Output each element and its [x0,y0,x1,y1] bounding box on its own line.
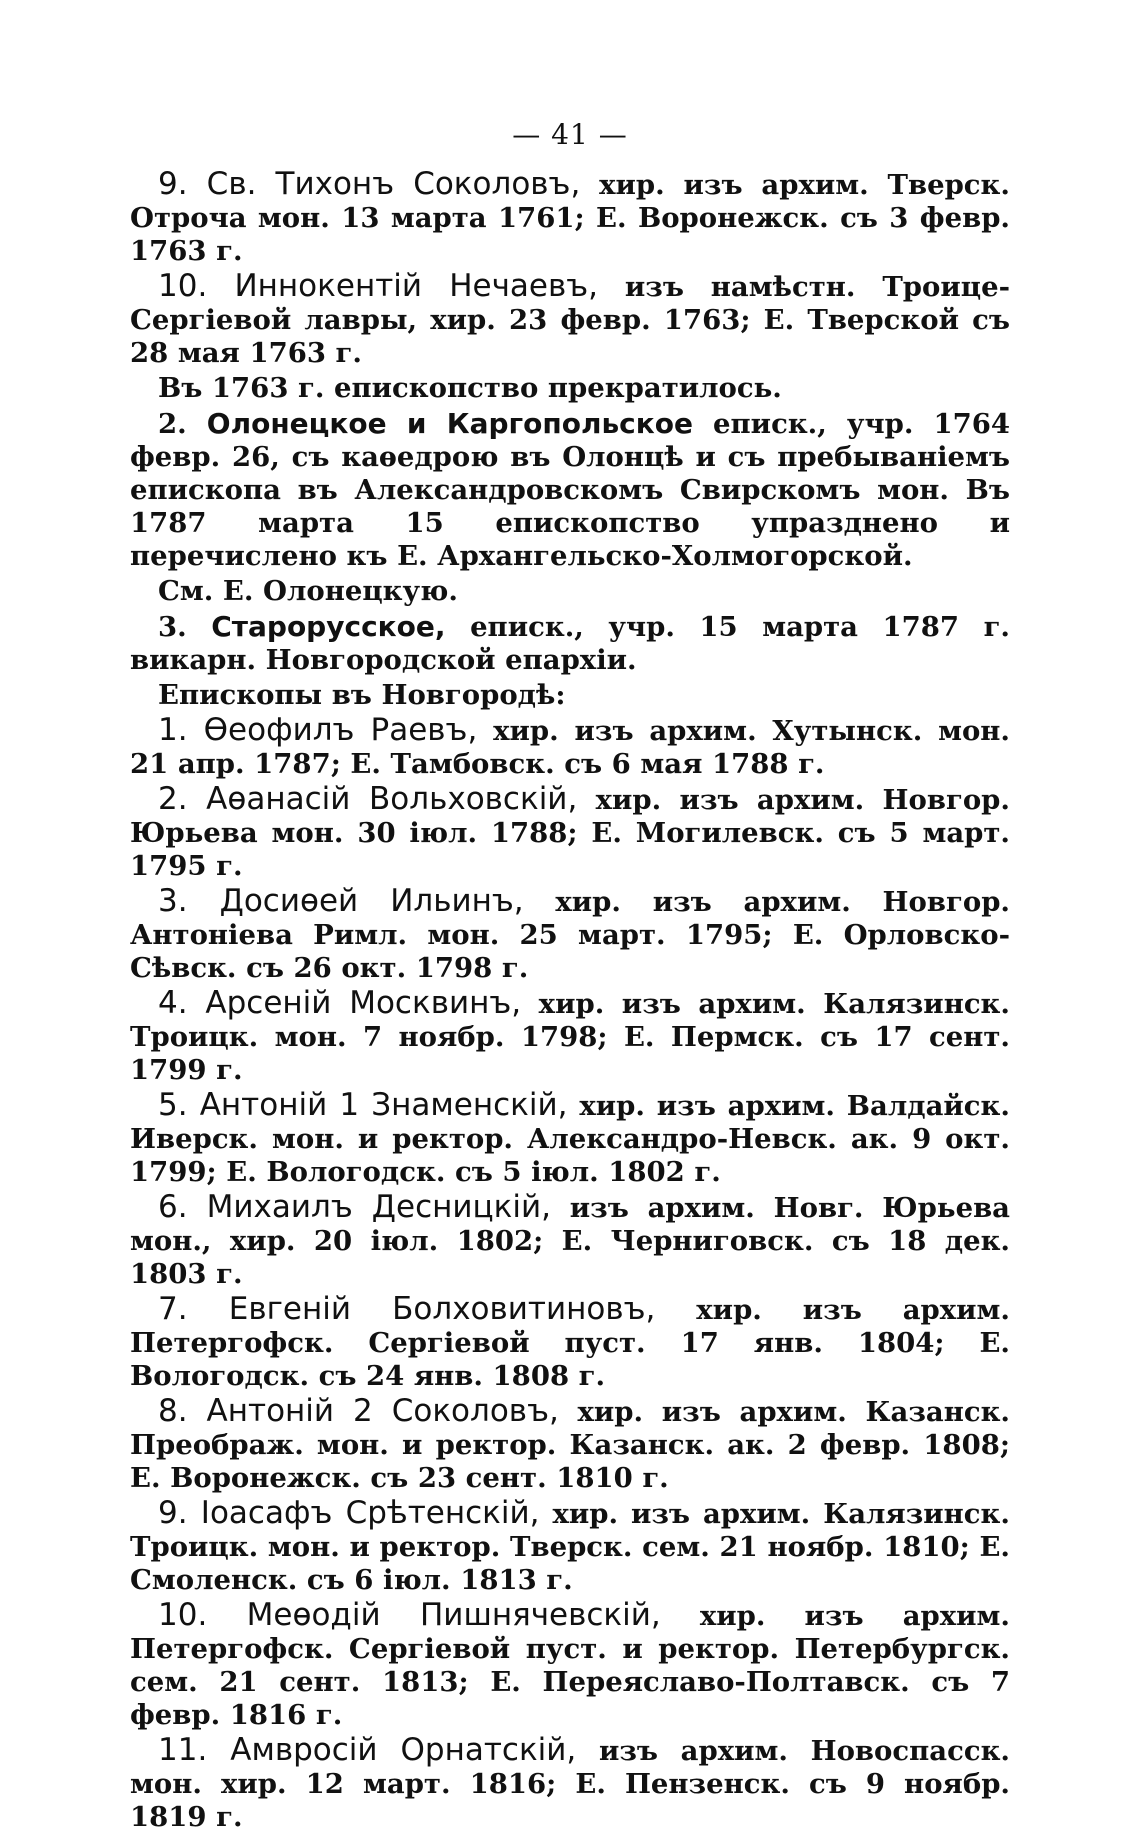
entry-name: 7. Евгеній Болховитиновъ, [158,1291,656,1327]
section-number: 2. [158,408,207,440]
entry-antoniy-2 [130,1395,1010,1495]
entry-name: 9. Св. Тихонъ Соколовъ, [158,166,581,202]
entry-name: 5. Антоній 1 Знаменскій, [158,1087,568,1123]
see-also-note [130,575,1010,608]
entry-ioasaf [130,1497,1010,1597]
entry-name: 10. Меѳодій Пишнячевскій, [158,1597,661,1633]
section-heading: Олонецкое и Каргопольское [206,407,694,440]
entry-name: 6. Михаилъ Десницкій, [158,1189,551,1225]
subheading-text: Епископы въ Новгородѣ: [158,679,566,711]
section-staraya-russa [130,610,1010,677]
entry-name: 8. Антоній 2 Соколовъ, [158,1393,559,1429]
entry-arseniy [130,987,1010,1087]
entry-text: хир. изъ архим. Петергофск. Сергіевой пуст. 17 янв. 1804; Е. Вологодск. съ 24 янв. 1808 г. [130,1294,1010,1392]
entry-text: хир. изъ архим. Калязинск. Троицк. мон. и ректор. Тверск. сем. 21 ноябр. 1810; Е. Смоленск. съ 6 іюл. 1813 г. [130,1498,1010,1596]
note-text: См. Е. Олонецкую. [158,575,458,607]
entry-text: хир. изъ архим. Хутынск. мон. 21 апр. 1787; Е. Тамбовск. съ 6 мая 1788 г. [130,715,1011,780]
section-number: 3. [158,611,212,643]
entry-text: хир. изъ архим. Валдайск. Иверск. мон. и ректор. Александро-Невск. ак. 9 окт. 1799; Е. Вологодск. съ 5 іюл. 1802 г. [130,1090,1010,1188]
page-body [130,168,1010,1834]
entry-innokentiy [130,270,1010,370]
subheading-bishops [130,679,1010,712]
entry-text: хир. изъ архим. Новгор. Антоніева Римл. мон. 25 март. 1795; Е. Орловско-Сѣвск. съ 26 окт. 1798 г. [130,886,1010,984]
entry-amvrosiy [130,1734,1010,1834]
page-number: — 41 — [512,118,628,151]
entry-text: хир. изъ архим. Казанск. Преображ. мон. и ректор. Казанск. ак. 2 февр. 1808; Е. Воронежск. съ 23 сент. 1810 г. [130,1396,1010,1494]
entry-text: хир. изъ архим. Новгор. Юрьева мон. 30 іюл. 1788; Е. Могилевск. съ 5 март. 1795 г. [130,784,1010,882]
entry-name: 2. Аѳанасій Вольховскій, [158,781,578,817]
entry-name: 11. Амвросій Орнатскій, [158,1732,577,1768]
section-text: еписк., учр. 15 марта 1787 г. викарн. Новгородской епархіи. [130,611,1010,676]
entry-name: 9. Іоасафъ Срѣтенскій, [158,1495,540,1531]
entry-text: хир. изъ архим. Петергофск. Сергіевой пуст. и ректор. Петербургск. сем. 21 сент. 1813; Е. Переяславо-Полтавск. съ 7 февр. 1816 г. [130,1600,1010,1731]
entry-text: изъ архим. Новоспасск. мон. хир. 12 март. 1816; Е. Пензенск. съ 9 ноябр. 1819 г. [130,1735,1010,1833]
entry-antoniy-1 [130,1089,1010,1189]
entry-name: 4. Арсеній Москвинъ, [158,985,522,1021]
entry-mefodiy [130,1599,1010,1732]
entry-feofil [130,714,1010,781]
entry-text: изъ архим. Новг. Юрьева мон., хир. 20 іюл. 1802; Е. Черниговск. съ 18 дек. 1803 г. [130,1192,1010,1290]
entry-afanasiy [130,783,1010,883]
entry-text: хир. изъ архим. Тверск. Отроча мон. 13 марта 1761; Е. Воронежск. съ 3 февр. 1763 г. [130,169,1010,267]
section-text: еписк., учр. 1764 февр. 26, съ каѳедрою въ Олонцѣ и съ пребываніемъ епископа въ Александровскомъ Свирскомъ мон. Въ 1787 марта 15 епископство упразднено и перечислено къ Е. Архангельско-Холмогорской. [130,408,1010,572]
section-heading: Старорусское, [211,610,446,643]
entry-text: хир. изъ архим. Калязинск. Троицк. мон. 7 ноябр. 1798; Е. Пермск. съ 17 сент. 1799 г. [130,988,1010,1086]
entry-mikhail [130,1191,1010,1291]
entry-dosifey [130,885,1010,985]
note-text: Въ 1763 г. епископство прекратилось. [158,372,782,404]
note-episcopate-ended [130,372,1010,405]
entry-name: 10. Иннокентій Нечаевъ, [158,268,598,304]
entry-evgeniy [130,1293,1010,1393]
section-olonets [130,407,1010,573]
entry-name: 1. Ѳеофилъ Раевъ, [158,712,478,748]
entry-text: изъ намѣстн. Троице-Сергіевой лавры, хир. 23 февр. 1763; Е. Тверской съ 28 мая 1763 г. [130,271,1010,369]
entry-tikhon [130,168,1010,268]
entry-name: 3. Досиѳей Ильинъ, [158,883,524,919]
